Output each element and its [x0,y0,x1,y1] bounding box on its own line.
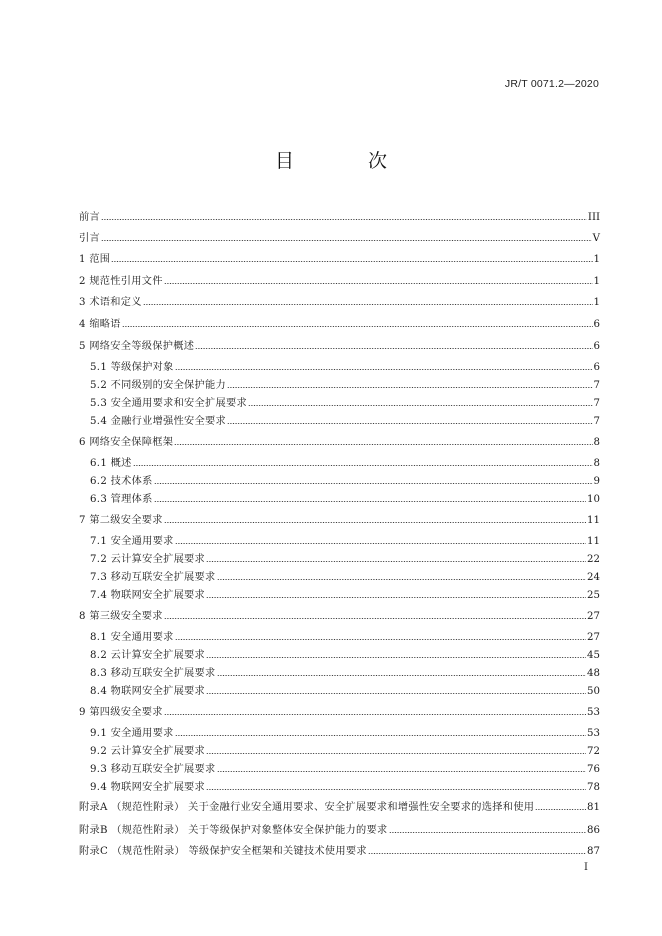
dot-leader [217,770,587,773]
dot-leader [206,656,586,659]
dot-leader [227,422,593,425]
dot-leader [164,282,593,285]
toc-entry-5-2[interactable] [90,377,600,393]
toc-entry-page: 53 [587,728,600,739]
document-code: JR/T 0071.2—2020 [504,78,599,90]
dot-leader [206,752,586,755]
dot-leader [389,831,587,834]
dot-leader [206,560,586,563]
toc-entry-label: 附录B （规范性附录） 关于等级保护对象整体安全保护能力的要求 [79,825,388,836]
toc-entry-page: 22 [587,554,600,565]
toc-entry-page: 81 [587,802,600,813]
toc-entry-page: 7 [593,380,600,391]
dot-leader [195,347,592,350]
toc-entry-label: 8.2 云计算安全扩展要求 [90,650,206,661]
dot-leader [206,692,586,695]
toc-title: 目 次 [274,150,422,172]
toc-entry-7-3[interactable] [90,569,600,585]
toc-entry-label: 9.4 物联网安全扩展要求 [90,782,206,793]
toc-entry-label: 8.4 物联网安全扩展要求 [90,686,206,697]
dot-leader [175,368,593,371]
toc-entry-5[interactable] [79,338,600,354]
toc-entry-6[interactable] [79,434,600,450]
dot-leader [164,617,586,620]
dot-leader [206,788,586,791]
toc-entry-7-4[interactable] [90,587,600,603]
toc-entry-page: 7 [593,416,600,427]
toc-entry-page: 6 [593,319,600,330]
toc-entry-7-2[interactable] [90,551,600,567]
dot-leader [154,482,593,485]
dot-leader [154,500,586,503]
toc-entry-page: 53 [587,707,600,718]
toc-entry-introduction[interactable] [79,230,600,246]
toc-entry-4[interactable] [79,316,600,332]
dot-leader [175,734,586,737]
toc-entry-9-3[interactable] [90,761,600,777]
toc-entry-page: III [587,212,600,223]
toc-entry-2[interactable] [79,273,600,289]
toc-entry-6-2[interactable] [90,473,600,489]
toc-entry-label: 6.3 管理体系 [90,494,153,505]
toc-entry-label: 7 第二级安全要求 [79,515,163,526]
toc-entry-label: 7.1 安全通用要求 [90,536,174,547]
toc-entry-label: 6.1 概述 [90,458,132,469]
toc-entry-page: 10 [587,494,600,505]
toc-entry-appendix-c[interactable] [79,843,600,859]
toc-entry-page: 6 [593,362,600,373]
toc-entry-8[interactable] [79,608,600,624]
toc-entry-label: 8.1 安全通用要求 [90,632,174,643]
toc-entry-page: 86 [587,825,600,836]
toc-entry-5-3[interactable] [90,395,600,411]
toc-entry-foreword[interactable] [79,209,600,225]
toc-entry-label: 9 第四级安全要求 [79,707,163,718]
toc-entry-9-4[interactable] [90,779,600,795]
dot-leader [206,596,586,599]
toc-entry-8-1[interactable] [90,629,600,645]
toc-entry-page: 76 [587,764,600,775]
toc-entry-page: 7 [593,398,600,409]
toc-entry-label: 5.2 不同级别的安全保护能力 [90,380,227,391]
dot-leader [164,521,586,524]
toc-entry-9-2[interactable] [90,743,600,759]
toc-entry-9[interactable] [79,704,600,720]
toc-entry-page: 6 [593,341,600,352]
toc-entry-label: 1 范围 [79,254,111,265]
toc-entry-page: 87 [587,846,600,857]
dot-leader [133,464,593,467]
toc-entry-page: 24 [587,572,600,583]
toc-entry-page: 48 [587,668,600,679]
dot-leader [174,443,592,446]
dot-leader [175,542,586,545]
toc-entry-5-4[interactable] [90,413,600,429]
toc-entry-page: 78 [587,782,600,793]
toc-entry-label: 前言 [79,212,100,223]
dot-leader [175,638,586,641]
dot-leader [535,808,586,811]
dot-leader [217,674,587,677]
toc-entry-page: 27 [587,632,600,643]
dot-leader [101,218,587,221]
toc-entry-page: 1 [593,254,600,265]
toc-entry-label: 附录A （规范性附录） 关于金融行业安全通用要求、安全扩展要求和增强性安全要求的选择和使用 [79,802,535,813]
toc-entry-label: 6.2 技术体系 [90,476,153,487]
toc-entry-page: 1 [593,276,600,287]
toc-entry-6-3[interactable] [90,491,600,507]
toc-entry-page: 11 [587,515,600,526]
toc-entry-label: 5.4 金融行业增强性安全要求 [90,416,227,427]
toc-entry-appendix-b[interactable] [79,822,600,838]
toc-entry-label: 7.2 云计算安全扩展要求 [90,554,206,565]
toc-entry-page: 72 [587,746,600,757]
toc-entry-8-3[interactable] [90,665,600,681]
toc-entry-7[interactable] [79,512,600,528]
toc-entry-page: 8 [593,437,600,448]
toc-entry-7-1[interactable] [90,533,600,549]
toc-entry-label: 5 网络安全等级保护概述 [79,341,195,352]
page-number: I [584,862,588,873]
toc-entry-label: 8.3 移动互联安全扩展要求 [90,668,216,679]
toc-entry-label: 6 网络安全保障框架 [79,437,174,448]
dot-leader [101,239,592,242]
toc-entry-page: 8 [593,458,600,469]
toc-entry-page: 9 [593,476,600,487]
toc-entry-label: 5.1 等级保护对象 [90,362,174,373]
toc-entry-6-1[interactable] [90,455,600,471]
toc-entry-1[interactable] [79,251,600,267]
dot-leader [227,386,593,389]
toc-entry-label: 附录C （规范性附录） 等级保护安全框架和关键技术使用要求 [79,846,367,857]
toc-entry-page: 1 [593,297,600,308]
dot-leader [248,404,593,407]
dot-leader [143,303,593,306]
dot-leader [122,325,593,328]
toc-entry-label: 引言 [79,233,100,244]
toc-entry-page: 25 [587,590,600,601]
toc-entry-label: 7.3 移动互联安全扩展要求 [90,572,216,583]
toc-entry-label: 9.2 云计算安全扩展要求 [90,746,206,757]
toc-entry-label: 7.4 物联网安全扩展要求 [90,590,206,601]
toc-entry-page: 11 [587,536,600,547]
toc-entry-9-1[interactable] [90,725,600,741]
toc-entry-page: 27 [587,611,600,622]
toc-entry-label: 9.1 安全通用要求 [90,728,174,739]
dot-leader [217,578,587,581]
toc-entry-label: 5.3 安全通用要求和安全扩展要求 [90,398,247,409]
toc-entry-page: 45 [587,650,600,661]
toc-entry-8-4[interactable] [90,683,600,699]
toc-entry-page: 50 [587,686,600,697]
dot-leader [164,713,586,716]
toc-entry-label: 3 术语和定义 [79,297,142,308]
toc-entry-page: V [592,233,600,244]
dot-leader [111,260,592,263]
toc-entry-5-1[interactable] [90,359,600,375]
dot-leader [368,852,586,855]
toc-entry-label: 9.3 移动互联安全扩展要求 [90,764,216,775]
toc-entry-3[interactable] [79,294,600,310]
toc-entry-label: 4 缩略语 [79,319,121,330]
toc-entry-label: 8 第三级安全要求 [79,611,163,622]
toc-entry-8-2[interactable] [90,647,600,663]
toc-entry-label: 2 规范性引用文件 [79,276,163,287]
toc-entry-appendix-a[interactable] [79,799,600,815]
